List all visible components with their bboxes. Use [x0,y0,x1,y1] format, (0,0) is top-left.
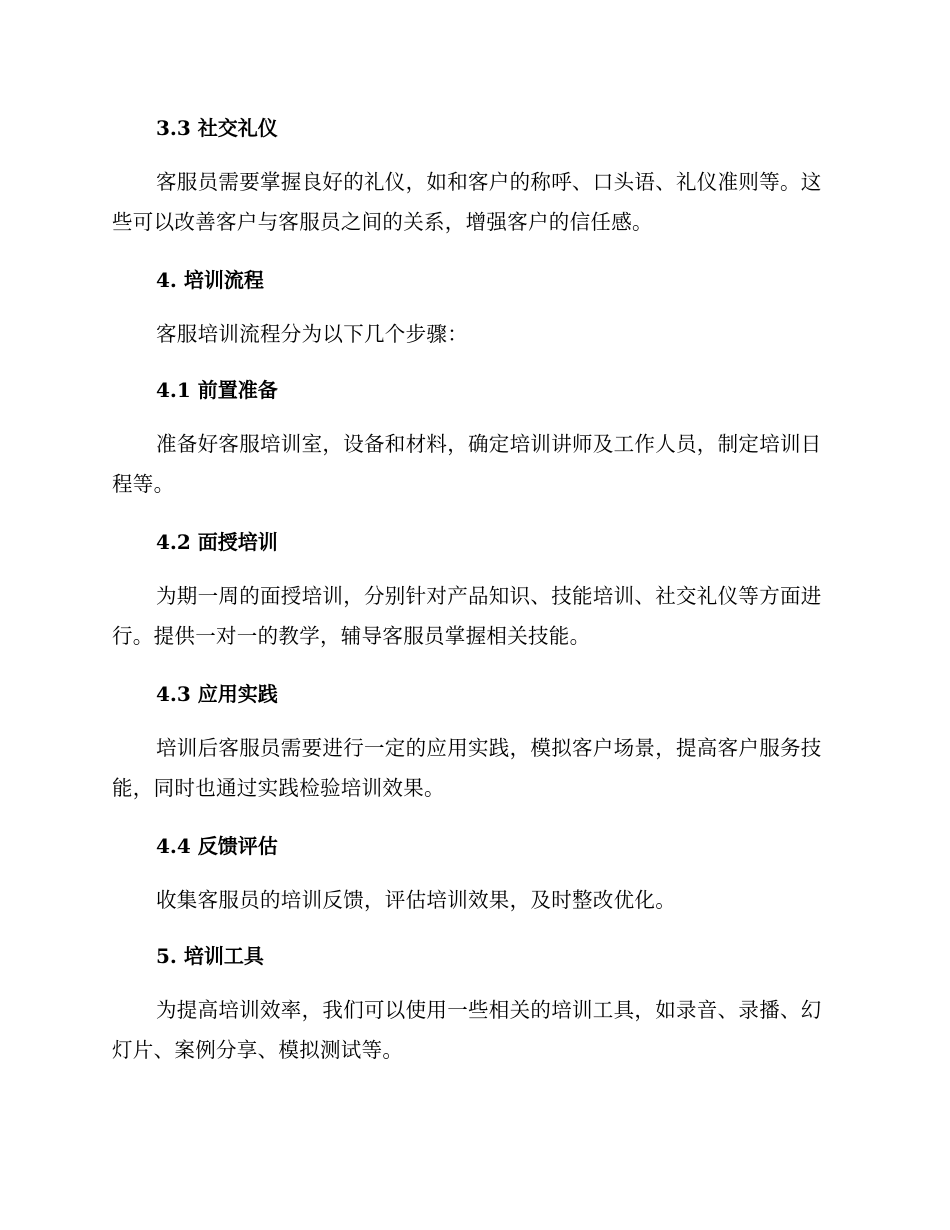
section-heading-4-1: 4.1 前置准备 [156,378,278,402]
paragraph-feedback: 收集客服员的培训反馈，评估培训效果，及时整改优化。 [156,888,676,912]
paragraph-practice: 培训后客服员需要进行一定的应用实践，模拟客户场景，提高客户服务技能，同时也通过实践检验培训效果。 [112,736,822,800]
paragraph-face-training: 为期一周的面授培训，分别针对产品知识、技能培训、社交礼仪等方面进行。提供一对一的教学，辅导客服员掌握相关技能。 [112,584,822,648]
paragraph-training-process: 客服培训流程分为以下几个步骤： [156,322,468,346]
paragraph-social-etiquette: 客服员需要掌握良好的礼仪，如和客户的称呼、口头语、礼仪准则等。这些可以改善客户与客服员之间的关系，增强客户的信任感。 [112,170,822,234]
section-heading-4-3: 4.3 应用实践 [156,682,278,706]
section-heading-4: 4. 培训流程 [156,268,264,292]
section-heading-5: 5. 培训工具 [156,944,264,968]
paragraph-training-tools: 为提高培训效率，我们可以使用一些相关的培训工具，如录音、录播、幻灯片、案例分享、模拟测试等。 [112,998,822,1062]
section-heading-4-2: 4.2 面授培训 [156,530,278,554]
section-heading-3-3: 3.3 社交礼仪 [156,116,278,140]
section-heading-4-4: 4.4 反馈评估 [156,834,278,858]
paragraph-preparation: 准备好客服培训室，设备和材料，确定培训讲师及工作人员，制定培训日程等。 [112,432,822,496]
